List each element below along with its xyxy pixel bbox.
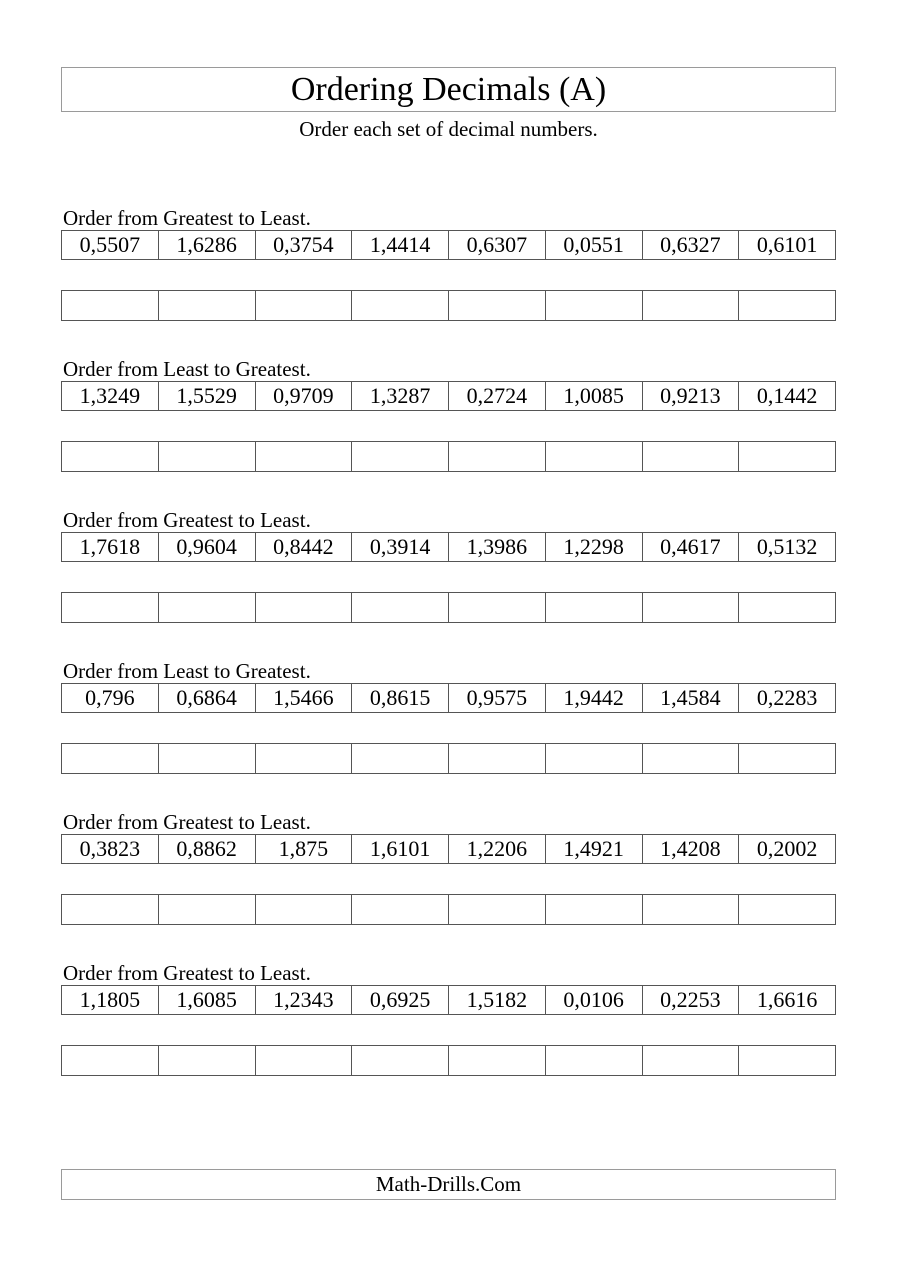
decimal-number-cell: 0,796	[85, 685, 135, 710]
decimal-number-cell: 1,875	[255, 835, 352, 863]
answer-cell[interactable]	[351, 1046, 448, 1075]
answer-cell[interactable]	[738, 895, 835, 924]
decimal-number-cell: 1,2343	[255, 986, 352, 1014]
decimal-number-cell: 0,8615	[351, 684, 448, 712]
answer-cell[interactable]	[62, 291, 158, 320]
answer-cell[interactable]	[545, 895, 642, 924]
decimal-number-cell: 1,6616	[738, 986, 835, 1014]
answer-cell[interactable]	[642, 442, 739, 471]
answer-cell[interactable]	[351, 593, 448, 622]
decimal-number-cell: 1,2206	[448, 835, 545, 863]
decimal-number-cell: 1,9442	[545, 684, 642, 712]
numbers-row	[61, 834, 836, 864]
decimal-number-cell: 0,0551	[545, 231, 642, 259]
answer-cell[interactable]	[351, 291, 448, 320]
decimal-number-cell: 1,6085	[158, 986, 255, 1014]
answer-cell[interactable]	[448, 593, 545, 622]
answer-cell[interactable]	[448, 895, 545, 924]
answer-cell[interactable]	[738, 291, 835, 320]
decimal-number-cell: 1,5182	[448, 986, 545, 1014]
decimal-number-cell: 0,6925	[351, 986, 448, 1014]
numbers-row	[61, 532, 836, 562]
decimal-number-cell: 0,6864	[158, 684, 255, 712]
decimal-number-cell: 1,1805	[79, 987, 141, 1012]
decimal-number-cell: 0,8862	[158, 835, 255, 863]
decimal-number-cell: 1,3287	[351, 382, 448, 410]
answer-cell[interactable]	[351, 442, 448, 471]
answer-cell[interactable]	[448, 442, 545, 471]
answer-cell[interactable]	[62, 593, 158, 622]
decimal-number-cell: 0,6327	[642, 231, 739, 259]
decimal-number-cell: 1,4208	[642, 835, 739, 863]
answer-cell[interactable]	[351, 895, 448, 924]
answer-cell[interactable]	[158, 593, 255, 622]
worksheet-title: Ordering Decimals (A)	[61, 67, 836, 112]
decimal-number-cell: 1,3249	[79, 383, 141, 408]
problem-instruction: Order from Greatest to Least.	[63, 206, 311, 230]
problem-instruction: Order from Least to Greatest.	[63, 357, 311, 381]
answer-row	[61, 1045, 836, 1076]
answer-cell[interactable]	[738, 442, 835, 471]
answer-cell[interactable]	[448, 744, 545, 773]
problem-instruction: Order from Greatest to Least.	[63, 508, 311, 532]
answer-cell[interactable]	[545, 442, 642, 471]
answer-cell[interactable]	[448, 1046, 545, 1075]
decimal-number-cell: 0,6307	[448, 231, 545, 259]
answer-cell[interactable]	[642, 895, 739, 924]
decimal-number-cell: 0,3754	[255, 231, 352, 259]
numbers-row	[61, 985, 836, 1015]
answer-cell[interactable]	[738, 744, 835, 773]
decimal-number-cell: 0,0106	[545, 986, 642, 1014]
decimal-number-cell: 0,4617	[642, 533, 739, 561]
answer-row	[61, 441, 836, 472]
decimal-number-cell: 0,3823	[79, 836, 141, 861]
answer-cell[interactable]	[158, 442, 255, 471]
problem-instruction: Order from Greatest to Least.	[63, 961, 311, 985]
answer-row	[61, 894, 836, 925]
decimal-number-cell: 1,2298	[545, 533, 642, 561]
answer-cell[interactable]	[545, 291, 642, 320]
decimal-number-cell: 0,2283	[738, 684, 835, 712]
answer-cell[interactable]	[642, 291, 739, 320]
decimal-number-cell: 0,3914	[351, 533, 448, 561]
decimal-number-cell: 0,5507	[79, 232, 141, 257]
answer-row	[61, 592, 836, 623]
answer-cell[interactable]	[738, 1046, 835, 1075]
answer-cell[interactable]	[62, 442, 158, 471]
decimal-number-cell: 1,4414	[351, 231, 448, 259]
answer-cell[interactable]	[158, 291, 255, 320]
answer-cell[interactable]	[158, 1046, 255, 1075]
answer-cell[interactable]	[62, 1046, 158, 1075]
decimal-number-cell: 1,6286	[158, 231, 255, 259]
numbers-row	[61, 381, 836, 411]
answer-cell[interactable]	[255, 291, 352, 320]
answer-cell[interactable]	[255, 744, 352, 773]
decimal-number-cell: 1,3986	[448, 533, 545, 561]
answer-row	[61, 290, 836, 321]
decimal-number-cell: 0,2724	[448, 382, 545, 410]
answer-cell[interactable]	[448, 291, 545, 320]
decimal-number-cell: 0,9213	[642, 382, 739, 410]
decimal-number-cell: 1,0085	[545, 382, 642, 410]
problem-instruction: Order from Least to Greatest.	[63, 659, 311, 683]
answer-cell[interactable]	[738, 593, 835, 622]
answer-cell[interactable]	[62, 744, 158, 773]
answer-cell[interactable]	[255, 442, 352, 471]
decimal-number-cell: 1,6101	[351, 835, 448, 863]
footer-credit: Math-Drills.Com	[61, 1169, 836, 1200]
decimal-number-cell: 1,4584	[642, 684, 739, 712]
decimal-number-cell: 0,9709	[255, 382, 352, 410]
decimal-number-cell: 1,7618	[79, 534, 141, 559]
answer-cell[interactable]	[255, 1046, 352, 1075]
decimal-number-cell: 0,2253	[642, 986, 739, 1014]
answer-cell[interactable]	[62, 895, 158, 924]
decimal-number-cell: 0,6101	[738, 231, 835, 259]
answer-cell[interactable]	[351, 744, 448, 773]
decimal-number-cell: 0,9575	[448, 684, 545, 712]
worksheet-subtitle: Order each set of decimal numbers.	[299, 117, 598, 141]
answer-cell[interactable]	[255, 895, 352, 924]
decimal-number-cell: 0,2002	[738, 835, 835, 863]
problem-instruction: Order from Greatest to Least.	[63, 810, 311, 834]
answer-cell[interactable]	[545, 593, 642, 622]
answer-cell[interactable]	[545, 1046, 642, 1075]
answer-cell[interactable]	[545, 744, 642, 773]
numbers-row	[61, 230, 836, 260]
decimal-number-cell: 0,5132	[738, 533, 835, 561]
decimal-number-cell: 1,4921	[545, 835, 642, 863]
answer-cell[interactable]	[255, 593, 352, 622]
decimal-number-cell: 0,8442	[255, 533, 352, 561]
answer-cell[interactable]	[642, 744, 739, 773]
answer-cell[interactable]	[158, 895, 255, 924]
decimal-number-cell: 1,5529	[158, 382, 255, 410]
answer-cell[interactable]	[642, 593, 739, 622]
decimal-number-cell: 0,9604	[158, 533, 255, 561]
numbers-row	[61, 683, 836, 713]
decimal-number-cell: 0,1442	[738, 382, 835, 410]
answer-row	[61, 743, 836, 774]
answer-cell[interactable]	[158, 744, 255, 773]
answer-cell[interactable]	[642, 1046, 739, 1075]
decimal-number-cell: 1,5466	[255, 684, 352, 712]
